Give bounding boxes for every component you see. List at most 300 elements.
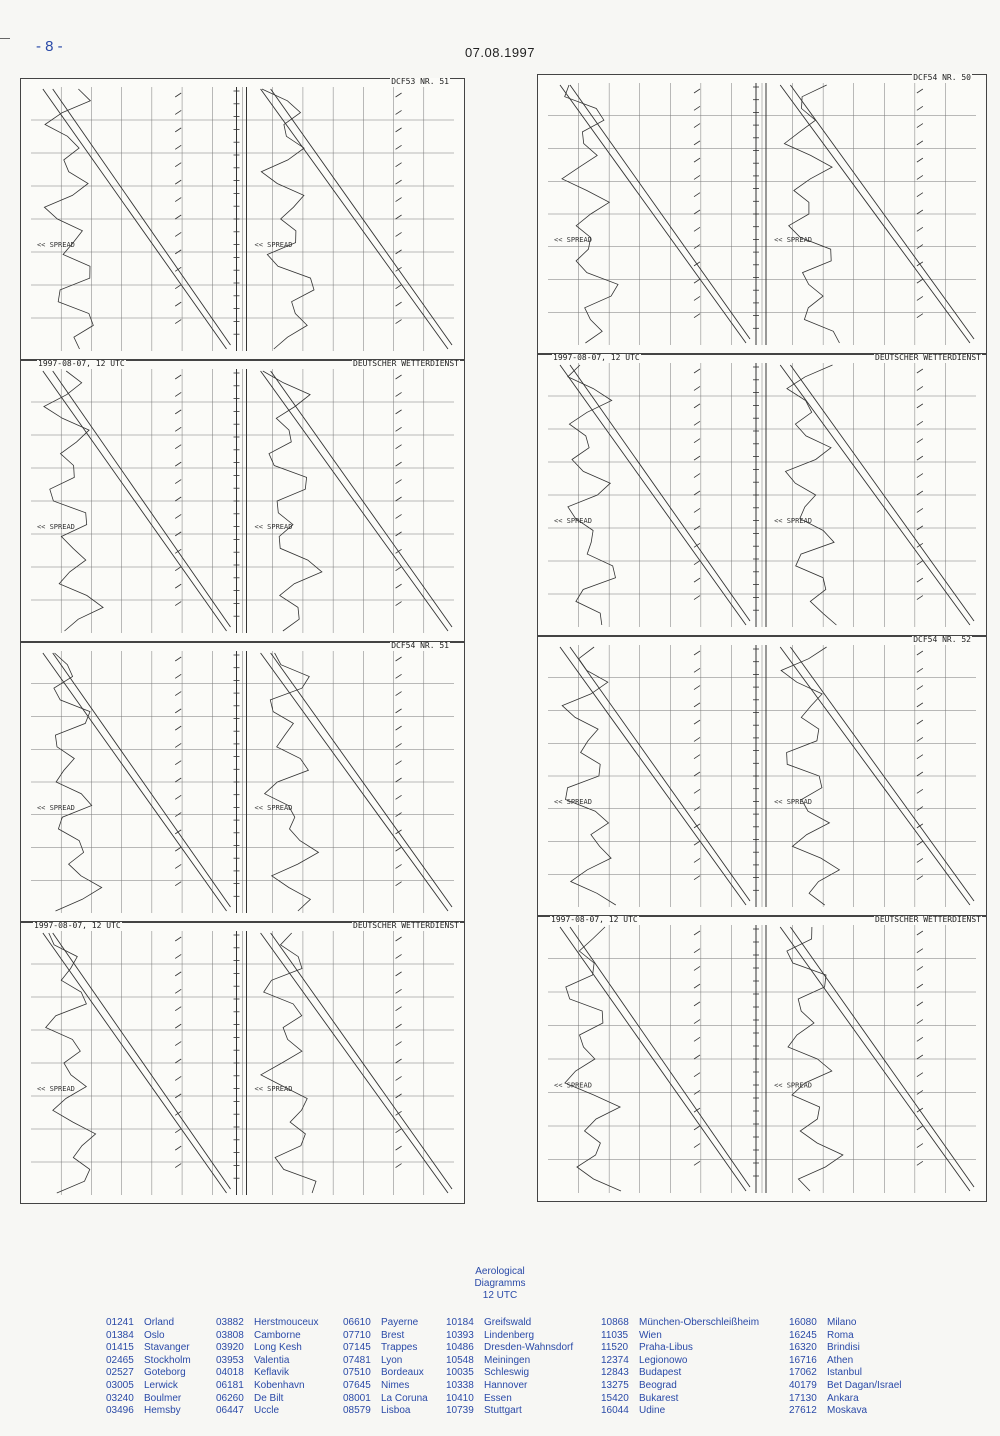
spread-label: << SPREAD [774, 1081, 813, 1090]
wind-barb [917, 561, 923, 565]
wind-barb [917, 106, 923, 110]
station-code: 03496 [106, 1405, 134, 1417]
station-name: Bordeaux [381, 1367, 424, 1379]
station-code: 07710 [343, 1329, 371, 1341]
wind-barb [396, 761, 402, 765]
station-code: 15420 [601, 1392, 629, 1404]
wind-barb [396, 427, 402, 431]
station-name: Bukarest [639, 1392, 679, 1404]
wind-barb [396, 1007, 402, 1011]
wind-barb [694, 858, 700, 862]
station-code: 16245 [789, 1329, 817, 1341]
wind-barb [175, 602, 181, 606]
diagram-title: DEUTSCHER WETTERDIENST [353, 359, 459, 368]
wind-barb [694, 193, 700, 197]
wind-barb [917, 966, 923, 970]
aerological-diagram-left-3 [20, 642, 465, 922]
wind-barb [396, 709, 402, 713]
diagram-title: DCF54 NR. 52 [913, 635, 971, 644]
wind-barb [917, 1126, 923, 1130]
station-row [789, 1380, 919, 1393]
wind-barb [175, 462, 181, 466]
station-code: 08579 [343, 1405, 371, 1417]
wind-barb [175, 795, 181, 799]
wind-barb [175, 567, 181, 571]
station-name: La Coruna [381, 1392, 428, 1404]
wind-barb [396, 232, 402, 236]
wind-barb [396, 110, 402, 114]
dewpoint-profile-line [570, 365, 750, 621]
station-name: Stockholm [144, 1354, 191, 1366]
wind-barb [175, 145, 181, 149]
wind-barb [917, 1037, 923, 1041]
wind-barb [917, 508, 923, 512]
station-row [789, 1317, 919, 1330]
station-code: 03240 [106, 1392, 134, 1404]
spread-label: << SPREAD [36, 523, 75, 531]
spread-label: << SPREAD [254, 241, 293, 249]
station-row [106, 1380, 216, 1393]
wind-barb [917, 474, 923, 478]
station-name: Orland [144, 1317, 175, 1328]
spread-label: << SPREAD [774, 517, 813, 525]
wind-barb [175, 480, 181, 484]
wind-barb [917, 227, 923, 231]
dewpoint-profile-line [53, 653, 231, 907]
wind-barb [396, 726, 402, 730]
page-number: - 8 - [36, 38, 63, 55]
station-name: Lerwick [144, 1379, 178, 1391]
wind-barb [694, 1020, 700, 1024]
station-column [343, 1317, 446, 1418]
diagram-date: 1997-08-07, 12 UTC [38, 359, 125, 368]
station-code: 02527 [106, 1367, 134, 1379]
wind-barb [694, 296, 700, 300]
wind-barb [694, 456, 700, 460]
wind-barb [175, 743, 181, 747]
wind-barb [175, 410, 181, 414]
station-name: Hemsby [144, 1405, 181, 1417]
wind-barb [917, 158, 923, 162]
station-column [106, 1317, 216, 1418]
diagram-title: DEUTSCHER WETTERDIENST [353, 921, 459, 930]
wind-barb [396, 830, 402, 834]
wind-barb [917, 578, 923, 582]
wind-barb [396, 567, 402, 571]
station-name: Boulmer [144, 1392, 182, 1404]
diagram-grid [21, 643, 464, 921]
wind-barb [396, 462, 402, 466]
aerological-diagram-right-1 [537, 74, 987, 354]
station-row [216, 1330, 343, 1343]
station-name: Oslo [144, 1329, 165, 1341]
station-name: Essen [484, 1392, 512, 1404]
station-name: Istanbul [827, 1367, 863, 1379]
station-row [601, 1342, 789, 1355]
wind-barb [396, 392, 402, 396]
spread-label: << SPREAD [554, 517, 592, 525]
wind-barb [396, 1059, 402, 1063]
station-name: Uccle [254, 1405, 280, 1417]
wind-barb [396, 1076, 402, 1080]
diagram-grid [21, 923, 464, 1203]
wind-barb [694, 421, 700, 425]
diagram-date: 1997-08-07, 12 UTC [34, 921, 121, 930]
station-row [216, 1367, 343, 1380]
wind-barb [175, 93, 181, 97]
station-code: 04018 [216, 1367, 244, 1379]
wind-barb [396, 285, 402, 289]
wind-barb [175, 584, 181, 588]
wind-barb [917, 210, 923, 214]
diagram-title: DCF54 NR. 51 [391, 641, 449, 650]
station-code: 03920 [216, 1342, 244, 1354]
wind-barb [396, 410, 402, 414]
wind-barb [917, 421, 923, 425]
wind-barb [694, 876, 700, 880]
wind-barb [917, 858, 923, 862]
wind-barb [694, 1161, 700, 1165]
station-code: 16320 [789, 1342, 817, 1354]
wind-barb [175, 1164, 181, 1168]
station-list [106, 1317, 966, 1418]
wind-barb [396, 795, 402, 799]
diagram-date: 1997-08-07, 12 UTC [553, 353, 640, 362]
wind-barb [694, 772, 700, 776]
wind-barb [917, 876, 923, 880]
station-name: Brindisi [827, 1342, 860, 1354]
station-row [601, 1393, 789, 1406]
station-code: 06181 [216, 1379, 244, 1391]
wind-barb [694, 491, 700, 495]
station-code: 06447 [216, 1405, 244, 1417]
station-code: 11035 [601, 1329, 629, 1341]
wind-barb [396, 584, 402, 588]
station-column [216, 1317, 343, 1418]
station-row [446, 1342, 601, 1355]
wind-barb [694, 227, 700, 231]
wind-barb [396, 657, 402, 661]
caption-line: Diagramms [474, 1278, 526, 1289]
station-name: Athen [827, 1354, 854, 1366]
station-name: Roma [827, 1329, 854, 1341]
station-row [789, 1342, 919, 1355]
dewpoint-profile-line [790, 927, 974, 1187]
station-code: 10338 [446, 1379, 474, 1391]
wind-barb [694, 755, 700, 759]
station-row [343, 1355, 446, 1368]
wind-barb [396, 674, 402, 678]
spread-label: << SPREAD [36, 1085, 75, 1093]
station-code: 03953 [216, 1354, 244, 1366]
wind-barb [175, 692, 181, 696]
diagram-title: DEUTSCHER WETTERDIENST [875, 915, 981, 924]
station-row [216, 1380, 343, 1393]
wind-barb [694, 966, 700, 970]
wind-barb [175, 163, 181, 167]
wind-barb [694, 106, 700, 110]
diagram-grid [538, 637, 986, 915]
station-row [216, 1405, 343, 1418]
station-code: 16716 [789, 1354, 817, 1366]
station-name: Herstmouceux [254, 1317, 319, 1328]
station-row [446, 1393, 601, 1406]
wind-barb [917, 296, 923, 300]
spread-label: << SPREAD [774, 235, 813, 244]
station-row [446, 1405, 601, 1418]
station-column [446, 1317, 601, 1418]
wind-barb [694, 561, 700, 565]
wind-barb [694, 824, 700, 828]
wind-barb [917, 984, 923, 988]
wind-barb [694, 543, 700, 547]
dewpoint-profile-line [790, 85, 974, 339]
station-name: Beograd [639, 1379, 677, 1391]
station-row [343, 1342, 446, 1355]
station-code: 03808 [216, 1329, 244, 1341]
dewpoint-profile-line [271, 653, 452, 907]
wind-barb [396, 267, 402, 271]
station-code: 10739 [446, 1405, 474, 1417]
wind-barb [917, 596, 923, 600]
wind-barb [694, 124, 700, 128]
wind-barb [694, 578, 700, 582]
wind-barb [396, 1042, 402, 1046]
station-row [106, 1393, 216, 1406]
station-name: Long Kesh [254, 1342, 302, 1354]
wind-barb [175, 778, 181, 782]
wind-barb [396, 972, 402, 976]
wind-barb [917, 543, 923, 547]
station-row [789, 1355, 919, 1368]
station-name: Kobenhavn [254, 1379, 305, 1391]
dewpoint-profile-line [271, 371, 452, 627]
dewpoint-profile-line [790, 647, 974, 901]
wind-barb [175, 1024, 181, 1028]
station-code: 10486 [446, 1342, 474, 1354]
station-code: 27612 [789, 1405, 817, 1417]
caption-line: 12 UTC [482, 1290, 518, 1301]
wind-barb [175, 972, 181, 976]
spread-label: << SPREAD [36, 241, 75, 249]
wind-barb [396, 480, 402, 484]
page-date: 07.08.1997 [464, 45, 536, 60]
station-name: Budapest [639, 1367, 682, 1379]
wind-barb [175, 709, 181, 713]
wind-barb [694, 474, 700, 478]
station-name: Meiningen [484, 1354, 531, 1366]
wind-barb [396, 198, 402, 202]
wind-barb [917, 720, 923, 724]
wind-barb [175, 375, 181, 379]
wind-barb [396, 1111, 402, 1115]
wind-barb [917, 772, 923, 776]
wind-barb [175, 1076, 181, 1080]
station-column [601, 1317, 789, 1418]
wind-barb [917, 737, 923, 741]
wind-barb [694, 1108, 700, 1112]
aerological-diagram-left-4 [20, 922, 465, 1204]
station-name: Dresden-Wahnsdorf [484, 1342, 574, 1354]
station-row [343, 1405, 446, 1418]
wind-barb [917, 651, 923, 655]
aerological-diagram-right-2 [537, 354, 987, 636]
wind-barb [917, 1020, 923, 1024]
wind-barb [175, 549, 181, 553]
wind-barb [175, 180, 181, 184]
station-code: 16080 [789, 1317, 817, 1328]
wind-barb [396, 743, 402, 747]
wind-barb [175, 989, 181, 993]
diagram-date: 1997-08-07, 12 UTC [551, 915, 638, 924]
dewpoint-profile-line [53, 371, 231, 627]
station-column [789, 1317, 919, 1418]
wind-barb [917, 1144, 923, 1148]
spread-label: << SPREAD [36, 803, 75, 812]
station-name: Keflavik [254, 1367, 290, 1379]
station-code: 10410 [446, 1392, 474, 1404]
wind-barb [917, 1055, 923, 1059]
station-code: 10393 [446, 1329, 474, 1341]
wind-barb [917, 949, 923, 953]
wind-barb [694, 651, 700, 655]
wind-barb [175, 830, 181, 834]
wind-barb [917, 175, 923, 179]
station-row [601, 1355, 789, 1368]
wind-barb [396, 302, 402, 306]
dewpoint-profile-line [53, 933, 231, 1189]
station-code: 12374 [601, 1354, 629, 1366]
station-name: München-Oberschleißheim [639, 1317, 760, 1328]
station-name: Lindenberg [484, 1329, 535, 1341]
station-name: Udine [639, 1405, 666, 1417]
wind-barb [694, 369, 700, 373]
station-code: 07645 [343, 1379, 371, 1391]
station-code: 08001 [343, 1392, 371, 1404]
station-name: Stuttgart [484, 1405, 522, 1417]
station-code: 10548 [446, 1354, 474, 1366]
dewpoint-profile-line [570, 647, 750, 901]
wind-barb [694, 314, 700, 318]
station-row [601, 1405, 789, 1418]
wind-barb [694, 668, 700, 672]
diagram-grid [21, 79, 464, 359]
wind-barb [175, 882, 181, 886]
wind-barb [396, 93, 402, 97]
station-code: 03005 [106, 1379, 134, 1391]
station-row [343, 1317, 446, 1330]
station-code: 06610 [343, 1317, 371, 1328]
diagram-title: DEUTSCHER WETTERDIENST [875, 353, 981, 362]
caption [0, 1266, 1000, 1302]
station-row [601, 1380, 789, 1393]
wind-barb [175, 1111, 181, 1115]
wind-barb [694, 210, 700, 214]
station-code: 10184 [446, 1317, 474, 1328]
diagram-grid [538, 75, 986, 353]
wind-barb [694, 931, 700, 935]
wind-barb [175, 427, 181, 431]
spread-label: << SPREAD [254, 523, 293, 531]
station-name: Hannover [484, 1379, 528, 1391]
dewpoint-profile-line [570, 927, 750, 1187]
station-name: Lyon [381, 1354, 403, 1366]
wind-barb [694, 89, 700, 93]
wind-barb [917, 686, 923, 690]
station-row [343, 1330, 446, 1343]
wind-barb [396, 1129, 402, 1133]
dewpoint-profile-line [570, 85, 750, 339]
wind-barb [175, 302, 181, 306]
wind-barb [175, 215, 181, 219]
wind-barb [694, 439, 700, 443]
wind-barb [175, 232, 181, 236]
wind-barb [175, 864, 181, 868]
wind-barb [175, 285, 181, 289]
wind-barb [175, 497, 181, 501]
wind-barb [917, 703, 923, 707]
wind-barb [917, 1108, 923, 1112]
spread-label: << SPREAD [774, 797, 813, 806]
wind-barb [917, 755, 923, 759]
station-row [106, 1367, 216, 1380]
wind-barb [694, 1055, 700, 1059]
wind-barb [917, 491, 923, 495]
aerological-diagram-left-2 [20, 360, 465, 642]
station-row [789, 1367, 919, 1380]
wind-barb [694, 949, 700, 953]
wind-barb [396, 937, 402, 941]
station-name: Ankara [827, 1392, 859, 1404]
wind-barb [694, 386, 700, 390]
wind-barb [396, 180, 402, 184]
station-code: 11520 [601, 1342, 629, 1354]
wind-barb [396, 145, 402, 149]
station-code: 17130 [789, 1392, 817, 1404]
station-name: Moskava [827, 1405, 868, 1417]
spread-label: << SPREAD [554, 235, 592, 244]
wind-barb [917, 369, 923, 373]
wind-barb [917, 456, 923, 460]
wind-barb [917, 314, 923, 318]
wind-barb [396, 864, 402, 868]
station-name: Greifswald [484, 1317, 532, 1328]
wind-barb [175, 1146, 181, 1150]
spread-label: << SPREAD [254, 1085, 293, 1093]
dewpoint-profile-line [271, 89, 452, 345]
wind-barb [694, 737, 700, 741]
wind-barb [396, 1146, 402, 1150]
station-row [106, 1355, 216, 1368]
wind-barb [175, 726, 181, 730]
wind-barb [175, 110, 181, 114]
wind-barb [694, 596, 700, 600]
wind-barb [694, 789, 700, 793]
diagram-grid [538, 917, 986, 1201]
dewpoint-profile-line [53, 89, 231, 345]
wind-barb [694, 1073, 700, 1077]
station-row [106, 1342, 216, 1355]
wind-barb [917, 89, 923, 93]
wind-barb [694, 158, 700, 162]
wind-barb [694, 984, 700, 988]
wind-barb [175, 198, 181, 202]
wind-barb [396, 602, 402, 606]
wind-barb [694, 175, 700, 179]
station-code: 10868 [601, 1317, 629, 1328]
station-name: Valentia [254, 1354, 290, 1366]
station-name: Bet Dagan/Israel [827, 1379, 902, 1391]
